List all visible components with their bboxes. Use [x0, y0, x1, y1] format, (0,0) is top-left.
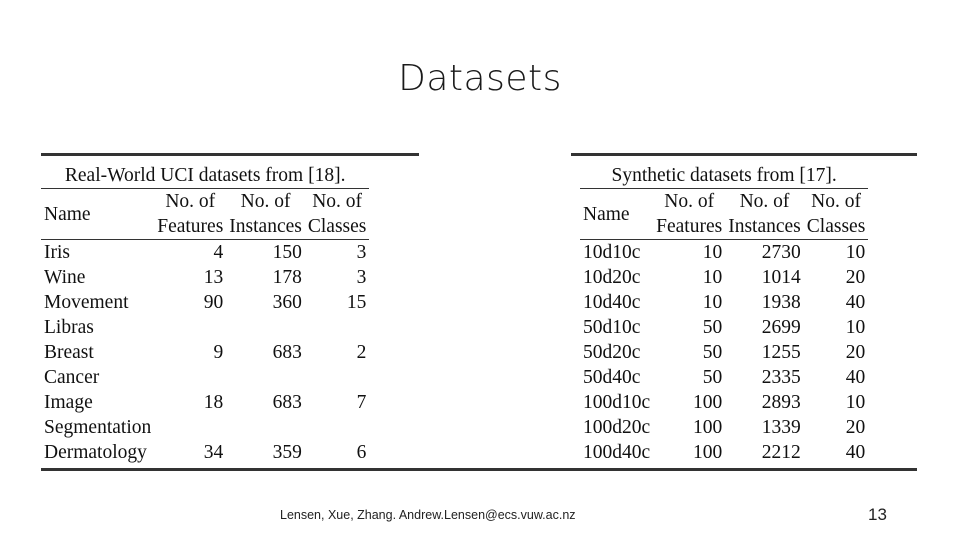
cell-classes: 7 [356, 392, 367, 413]
cell-classes: 40 [845, 367, 866, 388]
table-row [580, 340, 868, 365]
cell-classes: 10 [845, 392, 866, 413]
cell-name: 100d40c [583, 442, 651, 463]
table-row [41, 240, 369, 266]
dataset-tables [41, 153, 917, 471]
cell-name: 10d10c [583, 242, 641, 263]
header-classes-2: Classes [307, 216, 367, 237]
cell-classes: 6 [356, 442, 367, 463]
cell-name: 50d40c [583, 367, 641, 388]
header-name: Name [580, 189, 653, 240]
header-instances-2: Instances [728, 216, 801, 237]
cell-features [154, 415, 226, 440]
table-row [580, 265, 868, 290]
cell-name: Wine [44, 267, 86, 288]
cell-name: Dermatology [44, 442, 147, 463]
cell-name: 10d40c [583, 292, 641, 313]
table-row [41, 440, 369, 465]
cell-name: Segmentation [44, 417, 152, 438]
header-classes-1: No. of [305, 189, 370, 215]
cell-classes: 20 [845, 417, 866, 438]
cell-instances: 683 [272, 392, 302, 413]
table-row [580, 290, 868, 315]
cell-features: 13 [203, 267, 224, 288]
cell-name: Image [44, 392, 93, 413]
cell-instances: 150 [272, 242, 302, 263]
cell-instances: 1014 [761, 267, 801, 288]
cell-classes: 20 [845, 342, 866, 363]
table-row [41, 265, 369, 290]
header-features-2: Features [656, 216, 723, 237]
cell-instances: 2212 [761, 442, 801, 463]
synthetic-caption: Synthetic datasets from [17]. [611, 165, 837, 186]
synthetic-table-container [580, 163, 917, 465]
cell-name: Cancer [44, 367, 100, 388]
table-row [41, 315, 369, 340]
cell-instances [226, 415, 305, 440]
cell-name: 100d10c [583, 392, 651, 413]
cell-features: 18 [203, 392, 224, 413]
cell-instances: 178 [272, 267, 302, 288]
cell-instances: 683 [272, 342, 302, 363]
table-row [580, 315, 868, 340]
cell-features: 100 [692, 442, 723, 463]
cell-classes: 10 [845, 317, 866, 338]
cell-instances: 2699 [761, 317, 801, 338]
header-instances-1: No. of [725, 189, 804, 215]
cell-features [154, 365, 226, 390]
cell-classes: 10 [845, 242, 866, 263]
cell-features [154, 315, 226, 340]
cell-name: 50d10c [583, 317, 641, 338]
footer-text: Lensen, Xue, Zhang. Andrew.Lensen@ecs.vuw.ac.nz [280, 508, 576, 522]
header-classes-1: No. of [804, 189, 869, 215]
table-row [580, 240, 868, 266]
cell-classes: 3 [356, 242, 367, 263]
cell-instances [226, 315, 305, 340]
real-world-table [41, 163, 369, 465]
cell-classes [305, 415, 370, 440]
cell-features: 10 [702, 292, 723, 313]
cell-features: 50 [702, 317, 723, 338]
cell-name: 10d20c [583, 267, 641, 288]
table-row [41, 415, 369, 440]
cell-features: 4 [213, 242, 224, 263]
header-classes-2: Classes [806, 216, 866, 237]
cell-features: 10 [702, 267, 723, 288]
header-features-1: No. of [154, 189, 226, 215]
cell-features: 10 [702, 242, 723, 263]
cell-features: 90 [203, 292, 224, 313]
cell-classes: 40 [845, 442, 866, 463]
cell-features: 50 [702, 342, 723, 363]
cell-name: 100d20c [583, 417, 651, 438]
cell-features: 34 [203, 442, 224, 463]
cell-features: 9 [213, 342, 224, 363]
cell-name: Movement [44, 292, 129, 313]
cell-name: Iris [44, 242, 70, 263]
cell-instances: 359 [272, 442, 302, 463]
table-row [41, 365, 369, 390]
header-name: Name [41, 189, 154, 240]
cell-instances: 2335 [761, 367, 801, 388]
cell-instances: 1255 [761, 342, 801, 363]
table-row [580, 390, 868, 415]
header-features-1: No. of [653, 189, 725, 215]
cell-classes: 3 [356, 267, 367, 288]
cell-classes: 15 [346, 292, 367, 313]
header-instances-1: No. of [226, 189, 305, 215]
table-row [41, 340, 369, 365]
slide-title: Datasets [398, 58, 562, 99]
cell-features: 50 [702, 367, 723, 388]
cell-features: 100 [692, 392, 723, 413]
cell-classes: 40 [845, 292, 866, 313]
table-row [580, 440, 868, 465]
cell-instances: 360 [272, 292, 302, 313]
cell-classes [305, 315, 370, 340]
cell-name: Libras [44, 317, 94, 338]
cell-instances: 2893 [761, 392, 801, 413]
synthetic-table [580, 163, 868, 465]
cell-instances [226, 365, 305, 390]
table-row [41, 390, 369, 415]
table-row [41, 290, 369, 315]
cell-name: Breast [44, 342, 94, 363]
real-world-caption: Real-World UCI datasets from [18]. [64, 165, 346, 186]
cell-instances: 1339 [761, 417, 801, 438]
table-row [580, 415, 868, 440]
cell-classes: 20 [845, 267, 866, 288]
page-number: 13 [868, 505, 887, 524]
header-features-2: Features [157, 216, 224, 237]
table-row [580, 365, 868, 390]
cell-instances: 2730 [761, 242, 801, 263]
cell-classes [305, 365, 370, 390]
cell-classes: 2 [356, 342, 367, 363]
header-instances-2: Instances [229, 216, 302, 237]
cell-instances: 1938 [761, 292, 801, 313]
cell-features: 100 [692, 417, 723, 438]
cell-name: 50d20c [583, 342, 641, 363]
real-world-table-container [41, 163, 423, 465]
